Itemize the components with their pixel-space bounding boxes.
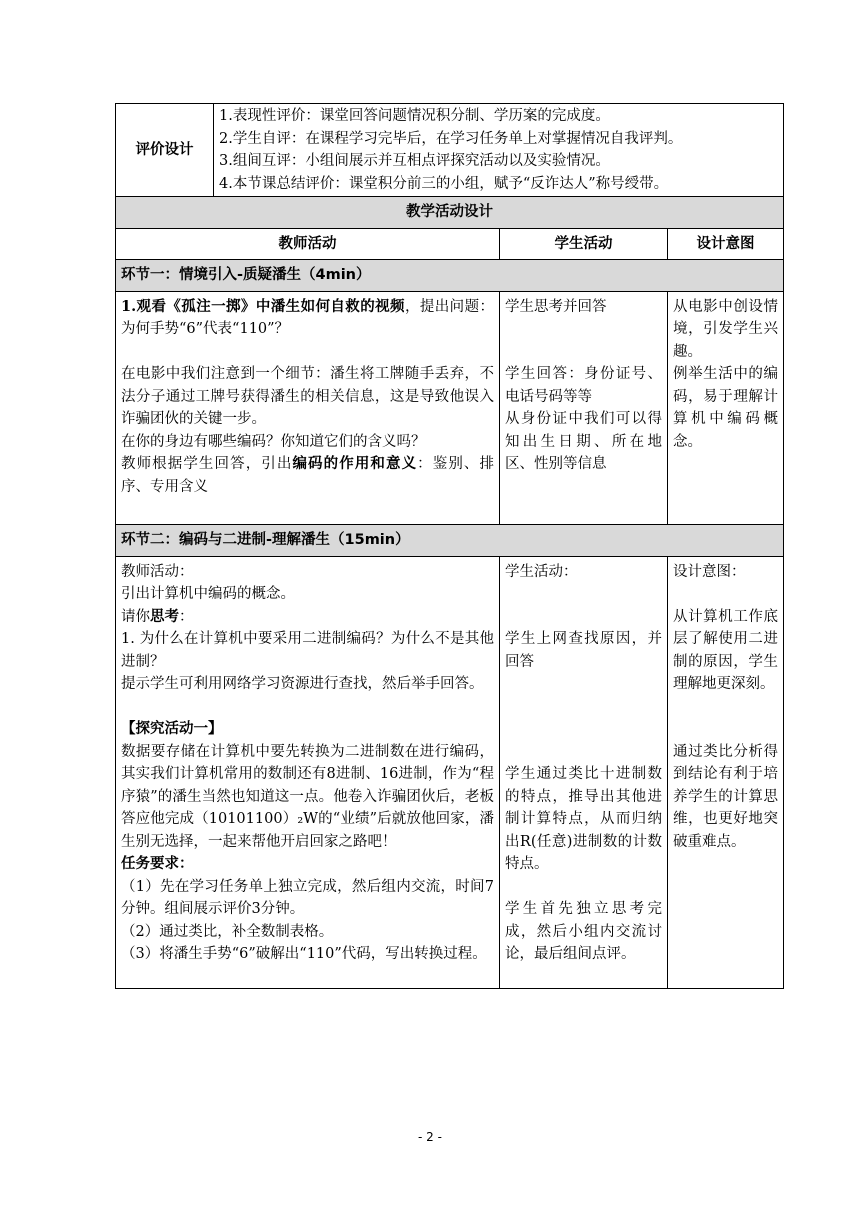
design-title: 教学活动设计 [116,197,784,229]
stage2-title: 环节二：编码与二进制-理解潘生（15min） [116,525,784,557]
stage2-think-prompt [121,606,494,629]
stage1-question-rest: ，提出问题：为何手势“6”代表“110”？ [121,298,495,337]
stage2-intent-text: 设计意图： [673,563,746,580]
stage1-intent-text: 从电影中创设情境，引发学生兴趣。 [673,298,779,360]
stage2-activity-title: 【探究活动一】 [121,721,223,737]
column-header-row [116,228,784,260]
stage1-student-text: 从身份证中我们可以得知出生日期、所在地区、性别等信息 [505,411,662,472]
stage1-p4-bold: 编码的作用和意义 [292,455,418,472]
stage2-content-row [116,556,784,988]
stage2-student-cell [500,556,668,988]
stage2-title-row [116,525,784,557]
evaluation-item: 4.本节课总结评价：课堂积分前三的小组，赋予“反诈达人”称号绶带。 [219,175,669,192]
stage2-think-post: ： [179,608,194,625]
stage2-activity-text: 数据要存储在计算机中要先转换为二进制数在进行编码，其实我们计算机常用的数制还有8进制、16进制，作为“程序猿”的潘生当然也知道这一点。他卷入诈骗团伙后，老板答应他完成（10101100）₂W的“业绩”后就放他回家，潘生别无选择，一起来帮他开启回家之路吧！ [121,743,494,850]
document-page [115,103,783,989]
evaluation-label: 评价设计 [116,104,214,197]
stage2-think-pre: 请你 [121,608,150,625]
stage2-student-text: 学生活动： [505,563,578,580]
stage1-intent-cell [668,291,784,525]
column-header-intent: 设计意图 [668,228,784,260]
column-header-student: 学生活动 [500,228,668,260]
stage2-task-item: （3）将潘生手势“6”破解出“110”代码，写出转换过程。 [121,946,487,962]
design-title-row [116,197,784,229]
lesson-plan-table [115,103,784,989]
stage1-question-bold: 1.观看《孤注一掷》中潘生如何自救的视频 [121,297,405,315]
stage2-intent-text: 从计算机工作底层了解使用二进制的原因，学生理解地更深刻。 [673,608,779,692]
stage1-teacher-cell [116,291,500,525]
stage1-title-row [116,260,784,292]
stage1-p4-pre: 教师根据学生回答，引出 [121,456,293,472]
stage2-task-title: 任务要求： [121,856,194,872]
stage2-think-bold: 思考 [150,607,179,625]
stage2-student-text: 学生首先独立思考完成，然后小组内交流讨论，最后组间点评。 [505,901,662,962]
stage2-intent-cell [668,556,784,988]
stage1-intent-text: 例举生活中的编码，易于理解计算机中编码概念。 [673,366,779,450]
evaluation-item: 3.组间互评：小组间展示并互相点评探究活动以及实验情况。 [219,153,610,169]
stage2-student-text: 学生通过类比十进制数的特点，推导出其他进制计算特点，从而归纳出R(任意)进制数的计数特点。 [505,766,662,872]
stage2-task-item: （2）通过类比，补全数制表格。 [121,923,334,940]
evaluation-item: 2.学生自评：在课程学习完毕后，在学习任务单上对掌握情况自我评判。 [219,130,683,147]
stage1-title: 环节一：情境引入-质疑潘生（4min） [116,260,784,292]
stage1-question [121,296,494,341]
stage1-paragraph [121,453,494,498]
stage1-paragraph: 在你的身边有哪些编码？你知道它们的含义吗？ [121,433,426,450]
evaluation-item: 1.表现性评价：课堂回答问题情况积分制、学历案的完成度。 [219,108,610,124]
stage2-teacher-text: 1. 为什么在计算机中要采用二进制编码？为什么不是其他进制？ [121,631,494,670]
stage1-p4-post: ：鉴别、排序、专用含义 [121,456,495,495]
stage1-student-cell [500,291,668,525]
stage1-paragraph: 在电影中我们注意到一个细节：潘生将工牌随手丢弃，不法分子通过工牌号获得潘生的相关信息，这是导致他误入诈骗团伙的关键一步。 [121,366,494,427]
page-number: - 2 - [418,1130,442,1144]
stage2-task-item: （1）先在学习任务单上独立完成，然后组内交流，时间7分钟。组间展示评价3分钟。 [121,878,494,917]
stage2-intent-text: 通过类比分析得到结论有利于培养学生的计算思维，也更好地突破重难点。 [673,743,779,850]
stage2-teacher-text: 教师活动： [121,563,194,580]
stage1-content-row [116,291,784,525]
stage2-teacher-text: 引出计算机中编码的概念。 [121,586,295,602]
evaluation-content [214,104,784,197]
column-header-teacher: 教师活动 [116,228,500,260]
stage2-teacher-text: 提示学生可利用网络学习资源进行查找，然后举手回答。 [121,676,484,692]
evaluation-row [116,104,784,197]
stage1-student-text: 学生回答：身份证号、电话号码等等 [505,366,662,405]
stage1-student-text: 学生思考并回答 [505,298,607,315]
stage2-student-text: 学生上网查找原因，并回答 [505,631,662,670]
stage2-teacher-cell [116,556,500,988]
